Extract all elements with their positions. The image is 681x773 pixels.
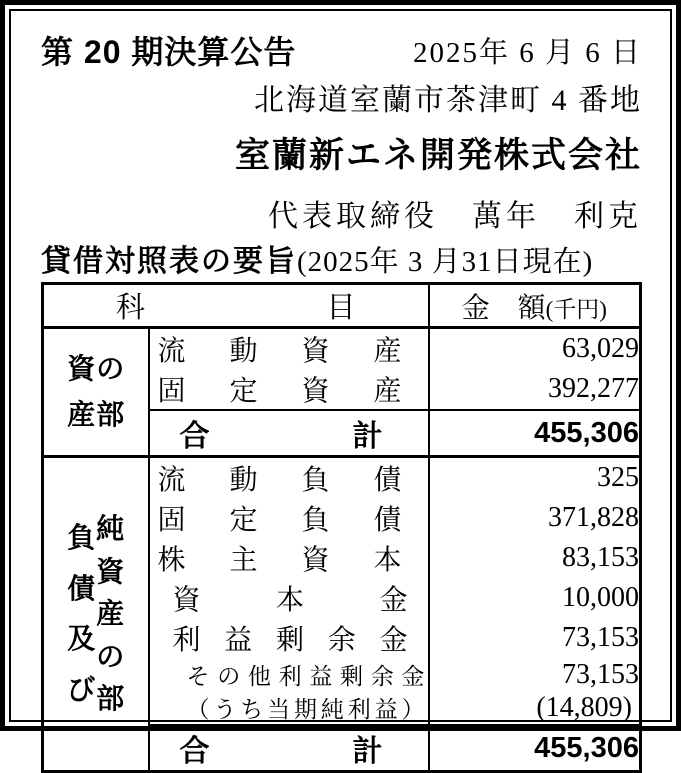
table-row [43, 328, 641, 370]
amount-retained-earnings: 73,153 [429, 618, 641, 658]
company-name: 室蘭新エネ開発株式会社 [234, 136, 642, 175]
assets-label-col-left: 資 産 [67, 353, 96, 430]
inner-frame [9, 9, 672, 768]
representative-name: 代表取締役 萬年 利克 [268, 200, 642, 233]
amount-shareholders-equity: 83,153 [429, 538, 641, 578]
amount-unit-label: (千円) [545, 296, 607, 322]
caption-date: (2025年 3 月31日現在) [297, 246, 594, 278]
subject-header-left-char: 科 [116, 292, 146, 324]
amount-current-assets: 63,029 [429, 328, 641, 370]
column-header-subject [43, 284, 429, 328]
amount-current-liabilities: 325 [429, 457, 641, 499]
table-row [43, 457, 641, 499]
liabilities-label-col-right: 純 資 産 の 部 [96, 513, 125, 714]
item-current-assets: 流 動 資 産 [149, 328, 429, 370]
liabilities-section-label [43, 457, 149, 772]
header-row [41, 33, 642, 71]
liabilities-total-amount: 455,306 [429, 725, 641, 772]
column-header-amount [429, 284, 641, 328]
page-title: 第 20 期決算公告 [41, 34, 297, 70]
table-header-row [43, 284, 641, 328]
item-fixed-liabilities: 固 定 負 債 [149, 498, 429, 538]
amount-capital-stock: 10,000 [429, 578, 641, 618]
item-net-income: （ う ち 当 期 純 利 益 ） [149, 691, 429, 725]
announcement-date: 2025年 6 月 6 日 [412, 37, 642, 69]
balance-sheet-caption [41, 244, 642, 280]
assets-total-label: 合 計 [149, 410, 429, 457]
liabilities-total-label: 合 計 [149, 725, 429, 772]
amount-net-income: (14,809) [429, 691, 641, 725]
assets-section-label [43, 328, 149, 457]
caption-title: 貸借対照表の要旨 [41, 245, 297, 278]
amount-header-label: 金 額 [461, 292, 546, 324]
item-shareholders-equity: 株 主 資 本 [149, 538, 429, 578]
assets-label-col-right: の 部 [96, 353, 125, 430]
item-other-retained-earnings: そ の 他 利 益 剰 余 金 [149, 658, 429, 691]
assets-total-amount: 455,306 [429, 410, 641, 457]
item-fixed-assets: 固 定 資 産 [149, 369, 429, 410]
item-current-liabilities: 流 動 負 債 [149, 457, 429, 499]
amount-fixed-liabilities: 371,828 [429, 498, 641, 538]
item-capital-stock: 資 本 金 [149, 578, 429, 618]
liabilities-label-col-left: 負 債 及 び [67, 522, 96, 705]
amount-fixed-assets: 392,277 [429, 369, 641, 410]
balance-sheet-table [41, 282, 642, 773]
subject-header-right-char: 目 [326, 292, 356, 324]
amount-other-retained-earnings: 73,153 [429, 658, 641, 691]
company-address: 北海道室蘭市茶津町 4 番地 [254, 84, 642, 117]
item-retained-earnings: 利 益 剰 余 金 [149, 618, 429, 658]
